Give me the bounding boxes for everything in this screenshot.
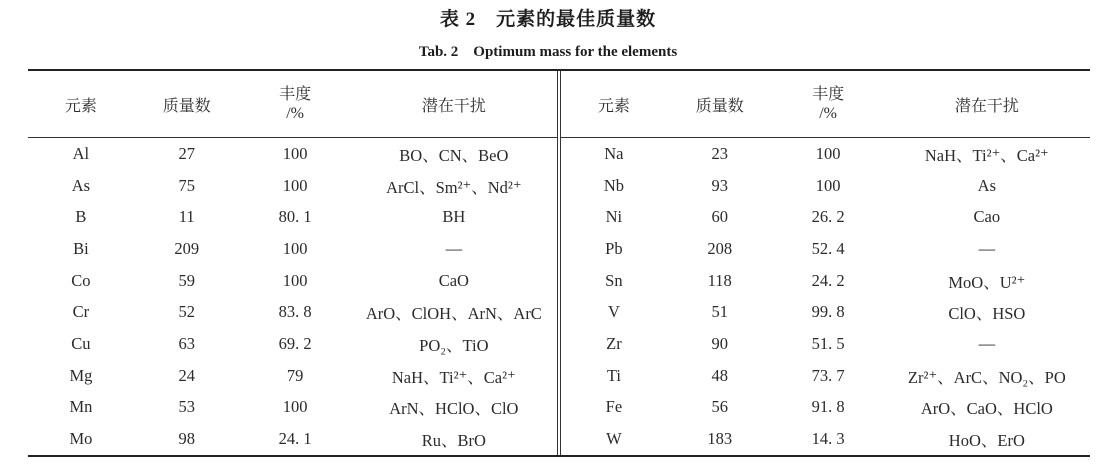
mass-cell: 93 bbox=[711, 175, 728, 195]
abundance-cell: 73. 7 bbox=[811, 365, 845, 385]
table-row bbox=[28, 296, 557, 328]
table-row bbox=[28, 360, 557, 392]
mass-cell: 23 bbox=[711, 143, 728, 163]
element-cell: Cu bbox=[71, 333, 91, 353]
element-cell: Co bbox=[71, 270, 91, 290]
abundance-cell: 69. 2 bbox=[278, 333, 312, 353]
element-cell: W bbox=[606, 429, 622, 449]
interference-cell: NaH、Ti²⁺、Ca²⁺ bbox=[391, 367, 516, 387]
header-mass: 质量数 bbox=[695, 97, 744, 115]
element-cell: Mo bbox=[69, 429, 93, 449]
table-left-half bbox=[28, 71, 557, 455]
abundance-cell: 99. 8 bbox=[811, 302, 845, 322]
interference-cell: As bbox=[977, 175, 996, 195]
interference-cell: PO₂、TiO bbox=[419, 335, 489, 355]
interference-cell: HoO、ErO bbox=[948, 431, 1025, 451]
table-row bbox=[561, 392, 1090, 424]
interference-cell: CaO bbox=[438, 270, 469, 290]
interference-cell: MoO、U²⁺ bbox=[948, 272, 1026, 292]
mass-cell: 11 bbox=[178, 207, 195, 227]
element-cell: B bbox=[75, 207, 87, 227]
abundance-cell: 80. 1 bbox=[278, 207, 312, 227]
abundance-cell: 100 bbox=[282, 397, 308, 417]
abundance-cell: 100 bbox=[815, 175, 841, 195]
interference-cell: BH bbox=[442, 207, 466, 227]
mass-cell: 183 bbox=[707, 429, 733, 449]
abundance-cell: 91. 8 bbox=[811, 397, 845, 417]
header-abundance-line2: /% bbox=[819, 105, 838, 122]
element-cell: Bi bbox=[73, 238, 89, 258]
header-element: 元素 bbox=[597, 97, 630, 115]
caption-block bbox=[0, 0, 1096, 61]
mass-cell: 209 bbox=[174, 238, 200, 258]
mass-cell: 59 bbox=[178, 270, 195, 290]
element-cell: Al bbox=[72, 143, 90, 163]
header-interference: 潜在干扰 bbox=[954, 97, 1019, 115]
header-abundance bbox=[773, 71, 884, 138]
interference-cell: Cao bbox=[973, 207, 1001, 227]
left-subtable bbox=[28, 71, 557, 455]
header-row bbox=[28, 71, 557, 138]
abundance-cell: 14. 3 bbox=[811, 429, 845, 449]
optimum-mass-table bbox=[28, 69, 1090, 457]
table-row bbox=[561, 265, 1090, 297]
interference-cell: Zr²⁺、ArC、NO₂、PO bbox=[907, 367, 1066, 387]
table-row bbox=[28, 328, 557, 360]
abundance-cell: 52. 4 bbox=[811, 238, 845, 258]
interference-cell: ArCl、Sm²⁺、Nd²⁺ bbox=[386, 177, 522, 197]
abundance-cell: 83. 8 bbox=[278, 302, 312, 322]
table-row bbox=[561, 201, 1090, 233]
table-row bbox=[561, 423, 1090, 455]
mass-cell: 75 bbox=[178, 175, 195, 195]
header-abundance-line1: 丰度 bbox=[279, 85, 312, 103]
mass-cell: 24 bbox=[178, 365, 195, 385]
abundance-cell: 24. 1 bbox=[278, 429, 312, 449]
mass-cell: 63 bbox=[178, 333, 195, 353]
header-row bbox=[561, 71, 1090, 138]
header-abundance-line1: 丰度 bbox=[812, 85, 845, 103]
mass-cell: 118 bbox=[707, 270, 732, 290]
abundance-cell: 100 bbox=[282, 143, 308, 163]
abundance-cell: 100 bbox=[282, 270, 308, 290]
element-cell: V bbox=[607, 302, 620, 322]
interference-cell: Ru、BrO bbox=[421, 431, 486, 451]
mass-cell: 56 bbox=[711, 397, 728, 417]
interference-cell: — bbox=[445, 238, 463, 258]
element-cell: Cr bbox=[72, 302, 90, 322]
header-element: 元素 bbox=[64, 97, 97, 115]
interference-cell: NaH、Ti²⁺、Ca²⁺ bbox=[924, 145, 1049, 165]
table-row bbox=[561, 170, 1090, 202]
table-caption-en: Tab. 2 Optimum mass for the elements bbox=[418, 44, 678, 60]
interference-cell: BO、CN、BeO bbox=[399, 145, 509, 165]
element-cell: Mg bbox=[69, 365, 93, 385]
mass-cell: 53 bbox=[178, 397, 195, 417]
mass-cell: 90 bbox=[711, 333, 728, 353]
abundance-cell: 51. 5 bbox=[811, 333, 845, 353]
element-cell: Nb bbox=[603, 175, 624, 195]
table-row bbox=[28, 170, 557, 202]
interference-cell: — bbox=[978, 333, 996, 353]
element-cell: Ti bbox=[606, 365, 621, 385]
element-cell: Zr bbox=[606, 333, 622, 353]
interference-cell: ArN、HClO、ClO bbox=[389, 399, 519, 419]
interference-cell: ClO、HSO bbox=[948, 304, 1026, 324]
element-cell: As bbox=[71, 175, 91, 195]
interference-cell: ArO、ClOH、ArN、ArC bbox=[365, 304, 542, 324]
element-cell: Pb bbox=[605, 238, 623, 258]
table-row bbox=[561, 233, 1090, 265]
abundance-cell: 24. 2 bbox=[811, 270, 845, 290]
table-caption-zh: 表 2 元素的最佳质量数 bbox=[439, 9, 657, 30]
mass-cell: 27 bbox=[178, 143, 195, 163]
right-subtable bbox=[561, 71, 1090, 455]
header-interference: 潜在干扰 bbox=[421, 97, 486, 115]
table-right-half bbox=[561, 71, 1090, 455]
table-row bbox=[561, 138, 1090, 170]
abundance-cell: 100 bbox=[282, 238, 308, 258]
table-row bbox=[561, 296, 1090, 328]
mass-cell: 52 bbox=[178, 302, 195, 322]
table-row bbox=[28, 423, 557, 455]
mass-cell: 208 bbox=[707, 238, 733, 258]
interference-cell: ArO、CaO、HClO bbox=[920, 399, 1053, 419]
mass-cell: 48 bbox=[711, 365, 728, 385]
mass-cell: 51 bbox=[711, 302, 728, 322]
header-mass: 质量数 bbox=[162, 97, 211, 115]
table-row bbox=[561, 328, 1090, 360]
mass-cell: 98 bbox=[178, 429, 195, 449]
element-cell: Ni bbox=[605, 207, 623, 227]
abundance-cell: 26. 2 bbox=[811, 207, 845, 227]
mass-cell: 60 bbox=[711, 207, 728, 227]
abundance-cell: 79 bbox=[286, 365, 304, 385]
element-cell: Na bbox=[604, 143, 624, 163]
table-row bbox=[28, 392, 557, 424]
table-row bbox=[28, 265, 557, 297]
table-row bbox=[28, 233, 557, 265]
table-row bbox=[561, 360, 1090, 392]
table-row bbox=[28, 201, 557, 233]
abundance-cell: 100 bbox=[282, 175, 308, 195]
element-cell: Mn bbox=[69, 397, 93, 417]
header-abundance bbox=[240, 71, 351, 138]
header-abundance-line2: /% bbox=[286, 105, 305, 122]
abundance-cell: 100 bbox=[815, 143, 841, 163]
element-cell: Sn bbox=[605, 270, 623, 290]
table-row bbox=[28, 138, 557, 170]
element-cell: Fe bbox=[605, 397, 623, 417]
interference-cell: — bbox=[978, 238, 996, 258]
